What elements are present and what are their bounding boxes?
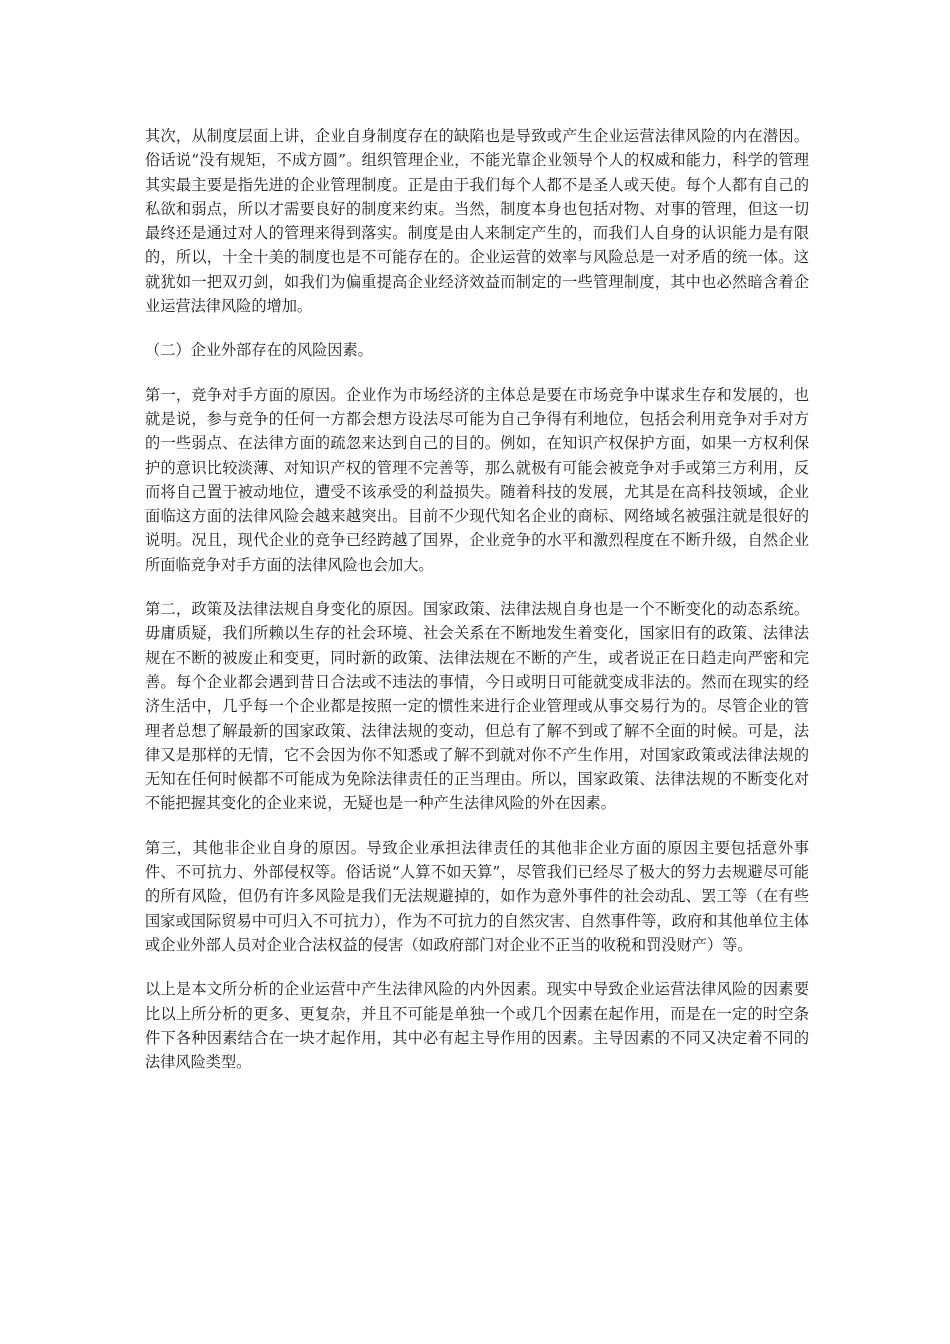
section-heading-external-risk: （二）企业外部存在的风险因素。 bbox=[145, 341, 373, 360]
document-page bbox=[145, 124, 809, 1094]
paragraph-other-external-causes: 第三，其他非企业自身的原因。导致企业承担法律责任的其他非企业方面的原因主要包括意外事件、不可抗力、外部侵权等。俗话说“人算不如天算”，尽管我们已经尽了极大的努力去规避尽可能的所有风险，但仍有许多风险是我们无法规避掉的，如作为意外事件的社会动乱、罢工等（在有些国家或国际贸易中可归入不可抗力），作为不可抗力的自然灾害、自然事件等，政府和其他单位主体或企业外部人员对企业合法权益的侵害（如政府部门对企业不正当的收税和罚没财产）等。 bbox=[145, 838, 809, 954]
paragraph-competitor-factor: 第一，竞争对手方面的原因。企业作为市场经济的主体总是要在市场竞争中谋求生存和发展的，也就是说，参与竞争的任何一方都会想方设法尽可能为自己争得有利地位，包括会利用竞争对手对方的一些弱点、在法律方面的疏忽来达到自己的目的。例如，在知识产权保护方面，如果一方权利保护的意识比较淡薄、对知识产权的管理不完善等，那么就极有可能会被竞争对手或第三方利用，反而将自己置于被动地位，遭受不该承受的利益损失。随着科技的发展，尤其是在高科技领域，企业面临这方面的法律风险会越来越突出。目前不少现代知名企业的商标、网络域名被强注就是很好的说明。况且，现代企业的竞争已经跨越了国界，企业竞争的水平和激烈程度在不断升级，自然企业所面临竞争对手方面的法律风险也会加大。 bbox=[145, 385, 809, 574]
paragraph-policy-law-change: 第二，政策及法律法规自身变化的原因。国家政策、法律法规自身也是一个不断变化的动态系统。毋庸质疑，我们所赖以生存的社会环境、社会关系在不断地发生着变化，国家旧有的政策、法律法规在不断的被废止和变更，同时新的政策、法律法规在不断的产生，或者说正在日趋走向严密和完善。每个企业都会遇到昔日合法或不违法的事情，今日或明日可能就变成非法的。然而在现实的经济生活中，几乎每一个企业都是按照一定的惯性来进行企业管理或从事交易行为的。尽管企业的管理者总想了解最新的国家政策、法律法规的变动，但总有了解不到或了解不全面的时候。可是，法律又是那样的无情，它不会因为你不知悉或了解不到就对你不产生作用，对国家政策或法律法规的无知在任何时候都不可能成为免除法律责任的正当理由。所以，国家政策、法律法规的不断变化对不能把握其变化的企业来说，无疑也是一种产生法律风险的外在因素。 bbox=[145, 600, 809, 813]
paragraph-institutional-defects: 其次，从制度层面上讲，企业自身制度存在的缺陷也是导致或产生企业运营法律风险的内在潜因。俗话说“没有规矩，不成方圆”。组织管理企业，不能光靠企业领导个人的权威和能力，科学的管理其实最主要是指先进的企业管理制度。正是由于我们每个人都不是圣人或天使。每个人都有自己的私欲和弱点，所以才需要良好的制度来约束。当然，制度本身也包括对物、对事的管理，但这一切最终还是通过对人的管理来得到落实。制度是由人来制定产生的，而我们人自身的认识能力是有限的，所以，十全十美的制度也是不可能存在的。企业运营的效率与风险总是一对矛盾的统一体。这就犹如一把双刃剑，如我们为偏重提高企业经济效益而制定的一些管理制度，其中也必然暗含着企业运营法律风险的增加。 bbox=[145, 127, 809, 316]
paragraph-conclusion: 以上是本文所分析的企业运营中产生法律风险的内外因素。现实中导致企业运营法律风险的因素要比以上所分析的更多、更复杂，并且不可能是单独一个或几个因素在起作用，而是在一定的时空条件下各种因素结合在一块才起作用，其中必有起主导作用的因素。主导因素的不同又决定着不同的法律风险类型。 bbox=[145, 980, 809, 1072]
